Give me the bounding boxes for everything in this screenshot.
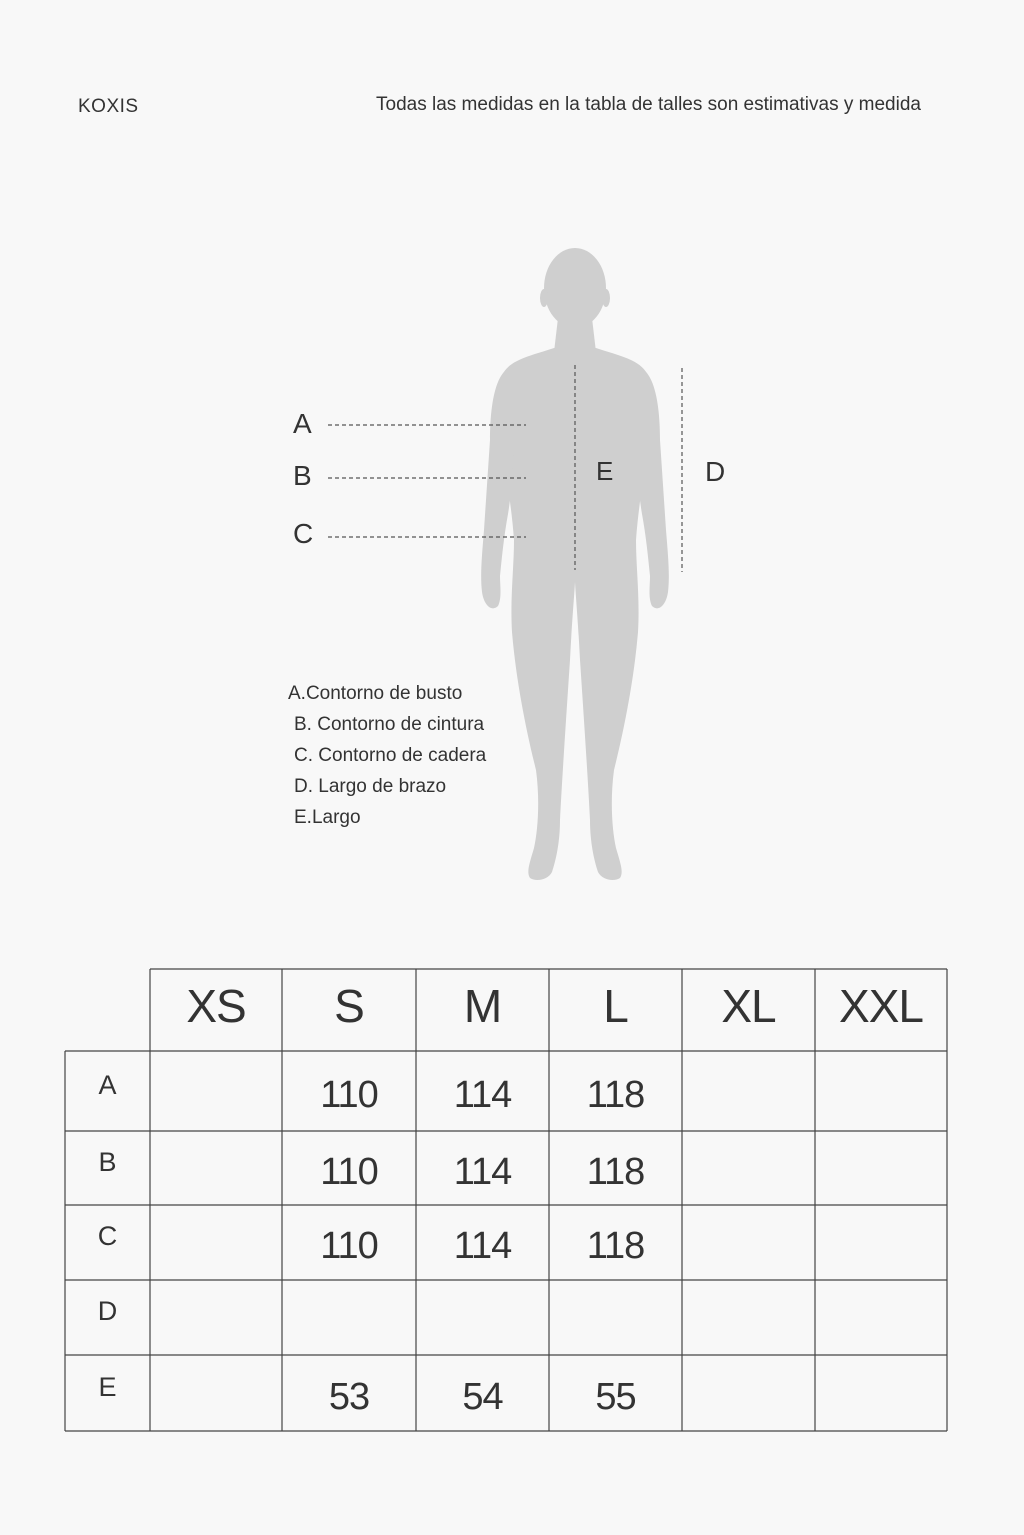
- table-cell: [150, 1359, 282, 1435]
- row-label: E: [98, 1371, 117, 1402]
- table-cell: 114: [453, 1150, 512, 1193]
- table-cell: 54: [462, 1375, 503, 1418]
- legend-item: B. Contorno de cintura: [294, 714, 485, 735]
- size-header: XL: [721, 980, 776, 1032]
- size-header: M: [463, 980, 502, 1032]
- brand-name: KOXIS: [78, 96, 139, 117]
- table-cell: 118: [586, 1073, 645, 1116]
- table-cell: 114: [453, 1225, 512, 1267]
- legend-item: C. Contorno de cadera: [294, 745, 487, 766]
- label-d: D: [705, 456, 726, 487]
- table-cell: [815, 1135, 947, 1209]
- table-cell: 110: [320, 1150, 378, 1193]
- measurement-legend: [288, 678, 486, 833]
- table-cell: [150, 1209, 282, 1284]
- table-cell: [682, 1209, 815, 1284]
- table-cell: 110: [320, 1225, 378, 1267]
- table-cell: [682, 1055, 815, 1135]
- label-b: B: [293, 460, 312, 491]
- legend-item: D. Largo de brazo: [294, 776, 447, 797]
- table-cell: [682, 1359, 815, 1435]
- size-header: XXL: [839, 980, 923, 1032]
- table-cell: 114: [453, 1073, 512, 1116]
- table-cell: 110: [320, 1073, 378, 1116]
- size-header: S: [334, 980, 364, 1032]
- table-cell: [682, 1284, 815, 1359]
- table-cell: [815, 1284, 947, 1359]
- row-label: C: [97, 1221, 118, 1251]
- table-cell: [549, 1284, 682, 1359]
- table-cell: [150, 1135, 282, 1209]
- label-e: E: [596, 456, 614, 486]
- row-label: A: [98, 1069, 117, 1100]
- table-cell: [815, 1055, 947, 1135]
- table-cell: [815, 1209, 947, 1284]
- table-cell: [150, 1284, 282, 1359]
- label-c: C: [293, 518, 314, 549]
- size-note: Todas las medidas en la tabla de talles son estimativas y medida: [376, 94, 921, 115]
- table-cell: 118: [586, 1225, 645, 1267]
- table-cell: 55: [595, 1375, 636, 1418]
- legend-item: E.Largo: [294, 807, 361, 828]
- table-cell: 118: [586, 1150, 645, 1193]
- table-cell: 53: [328, 1375, 370, 1418]
- table-cell: [416, 1284, 549, 1359]
- table-cell: [150, 1055, 282, 1135]
- label-a: A: [293, 408, 312, 439]
- size-header: XS: [186, 980, 246, 1032]
- size-header: L: [603, 980, 628, 1032]
- row-label: D: [97, 1296, 118, 1326]
- table-cell: [282, 1284, 416, 1359]
- table-cell: [682, 1135, 815, 1209]
- legend-item: A.Contorno de busto: [288, 683, 463, 704]
- row-label: B: [98, 1146, 117, 1177]
- table-cell: [815, 1359, 947, 1435]
